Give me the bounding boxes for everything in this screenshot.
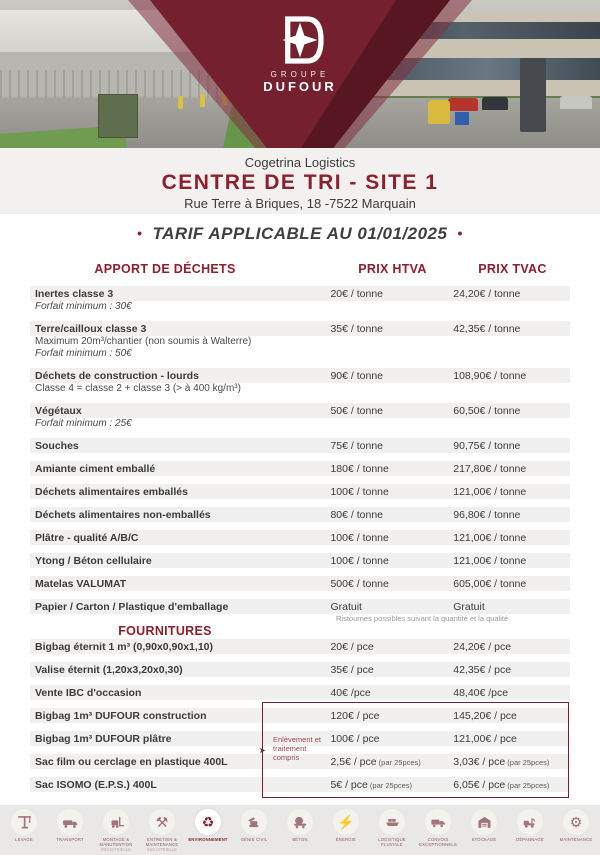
price-cell: 605,00€ / tonne: [453, 577, 527, 590]
included-services-label: Enlèvement et traitement compris: [273, 734, 321, 762]
row-note: Ristournes possibles suivant la quantité et la qualité: [336, 614, 509, 623]
waste-type-label: Amiante ciment emballé: [35, 462, 156, 475]
bullet-icon: •: [457, 225, 463, 241]
waste-type-label: Sac film ou cerclage en plastique 400L: [35, 755, 228, 768]
waste-type-label: Bigbag 1m³ DUFOUR plâtre: [35, 732, 172, 745]
price-cell: 90€ / tonne: [330, 369, 384, 382]
footer-item-d-pannage[interactable]: [508, 809, 552, 842]
price-cell: 121,00€ / tonne: [453, 485, 527, 498]
table-row: [30, 507, 570, 522]
row-detail: Forfait minimum : 50€: [35, 348, 132, 359]
tariff-text: TARIF APPLICABLE AU 01/01/2025: [152, 224, 448, 243]
price-cell: 50€ / tonne: [330, 404, 384, 417]
price-cell: 217,80€ / tonne: [453, 462, 527, 475]
dufour-compass-icon: [272, 12, 328, 68]
price-cell: 100€ / tonne: [330, 485, 389, 498]
waste-type-label: Souches: [35, 439, 79, 452]
row-detail: Maximum 20m³/chantier (non soumis à Walterre): [35, 336, 252, 347]
footer-item-sublabel: INDUSTRIELLE: [100, 847, 132, 852]
red-car: [448, 98, 478, 111]
table-row: [30, 286, 570, 313]
price-cell: 75€ / tonne: [330, 439, 384, 452]
price-cell: 60,50€ / tonne: [453, 404, 521, 417]
logo-groupe-text: GROUPE: [270, 70, 330, 79]
waste-type-label: Plâtre - qualité A/B/C: [35, 531, 139, 544]
waste-type-label: Papier / Carton / Plastique d'emballage: [35, 600, 229, 613]
footer-item-label: ENVIRONNEMENT: [188, 837, 228, 842]
convoy-icon: [430, 814, 447, 831]
dark-car: [482, 97, 508, 110]
column-header-apport: APPORT DE DÉCHETS: [94, 262, 236, 276]
footer-item-label: DÉPANNAGE: [516, 837, 544, 842]
table-row: [30, 576, 570, 591]
arrow-icon: ➤: [259, 746, 266, 756]
footer-item-label: LOGISTIQUE FLUVIALE: [378, 837, 406, 847]
table-row: [30, 553, 570, 568]
footer-item-levage[interactable]: [2, 809, 46, 842]
price-cell: 121,00€ / tonne: [453, 531, 527, 544]
price-cell: 5€ / pce (par 25pces): [330, 778, 413, 791]
truck-icon: [62, 814, 79, 831]
price-cell: 108,90€ / tonne: [453, 369, 527, 382]
waste-type-label: Végétaux: [35, 404, 82, 417]
footer-item-label: ÉNERGIE: [335, 837, 357, 842]
waste-type-label: Terre/cailloux classe 3: [35, 322, 147, 335]
blue-bin: [455, 112, 469, 125]
yellow-container: [428, 100, 450, 124]
price-cell: 100€ / tonne: [330, 531, 389, 544]
barge-icon: [384, 814, 401, 831]
company-name: Cogetrina Logistics: [244, 155, 356, 170]
crane-icon: [16, 814, 33, 831]
footer-item-convois-exceptionnels[interactable]: [416, 809, 460, 847]
footer-item-sublabel: INDUSTRIELLE: [146, 847, 178, 852]
waste-type-label: Inertes classe 3: [35, 287, 114, 300]
waste-type-label: Valise éternit (1,20x3,20x0,30): [35, 663, 183, 676]
footer-item-stockage[interactable]: [462, 809, 506, 842]
price-cell: 48,40€ /pce: [453, 686, 509, 699]
footer-item-label: ENTRETIEN & MAINTENANCE: [145, 837, 179, 847]
price-cell: 2,5€ / pce (par 25pces): [330, 755, 421, 768]
table-row: [30, 599, 570, 624]
waste-type-label: Ytong / Béton cellulaire: [35, 554, 152, 567]
signage-totem: [520, 58, 546, 132]
energy-icon: ⚡: [337, 814, 355, 830]
price-cell: 180€ / tonne: [330, 462, 389, 475]
footer-item-b-ton[interactable]: [278, 809, 322, 842]
footer-item-maintenance[interactable]: [554, 809, 598, 842]
footer-item-label: BÉTON: [292, 837, 308, 842]
excavator-icon: [246, 814, 263, 831]
logo-dufour-text: DUFOUR: [263, 79, 337, 94]
price-cell: 40€ /pce: [330, 686, 371, 699]
table-row: [30, 662, 570, 677]
table-row: [30, 685, 570, 700]
tow-truck-icon: [522, 814, 539, 831]
concrete-mixer-icon: [292, 814, 309, 831]
site-photo: [0, 0, 600, 148]
footer-item-transport[interactable]: [48, 809, 92, 842]
price-cell: 500€ / tonne: [330, 577, 389, 590]
price-cell: Gratuit: [330, 600, 362, 613]
footer-item-logistique-fluviale[interactable]: [370, 809, 414, 847]
table-row: [30, 438, 570, 453]
waste-type-label: Vente IBC d'occasion: [35, 686, 142, 699]
site-address: Rue Terre à Briques, 18 -7522 Marquain: [184, 196, 416, 211]
price-cell: 120€ / pce: [330, 709, 380, 722]
row-detail: Classe 4 = classe 2 + classe 3 (> à 400 kg/m³): [35, 383, 241, 394]
price-cell: Gratuit: [453, 600, 485, 613]
table-row: [30, 368, 570, 395]
price-cell: 100€ / tonne: [330, 554, 389, 567]
price-cell: 3,03€ / pce (par 25pces): [453, 755, 550, 768]
bullet-icon: •: [137, 225, 143, 241]
price-cell: 20€ / pce: [330, 640, 374, 653]
white-car: [560, 96, 592, 109]
footer-item-label: TRANSPORT: [56, 837, 84, 842]
footer-item-label: MONTAGE & MANUTENTION: [99, 837, 133, 847]
table-row: [30, 530, 570, 545]
price-table: [30, 262, 570, 792]
price-cell: 145,20€ / pce: [453, 709, 517, 722]
table-row: [30, 321, 570, 360]
waste-type-label: Bigbag 1m³ DUFOUR construction: [35, 709, 207, 722]
included-services-box: [259, 702, 569, 798]
column-header-tvac: PRIX TVAC: [478, 262, 547, 276]
recycle-icon: ♻: [201, 814, 215, 830]
footer-item-label: LEVAGE: [15, 837, 33, 842]
waste-type-label: Déchets alimentaires non-emballés: [35, 508, 211, 521]
footer-item-label: STOCKAGE: [471, 837, 497, 842]
warehouse-icon: [476, 814, 493, 831]
footer-item-nergie[interactable]: [324, 809, 368, 842]
waste-type-label: Déchets de construction - lourds: [35, 369, 199, 382]
table-row: [30, 403, 570, 430]
apport-rows: [30, 286, 570, 624]
price-cell: 100€ / pce: [330, 732, 380, 745]
row-detail: Forfait minimum : 25€: [35, 418, 132, 429]
waste-type-label: Déchets alimentaires emballés: [35, 485, 188, 498]
footer-item-label: CONVOIS EXCEPTIONNELS: [419, 837, 457, 847]
row-detail: Forfait minimum : 30€: [35, 301, 132, 312]
price-cell: 24,20€ / pce: [453, 640, 512, 653]
footer-item-g-nie-civil[interactable]: [232, 809, 276, 842]
waste-type-label: Sac ISOMO (E.P.S.) 400L: [35, 778, 157, 791]
price-cell: 42,35€ / tonne: [453, 322, 521, 335]
utility-cabinet: [98, 94, 138, 138]
price-cell: 121,00€ / pce: [453, 732, 517, 745]
footer-item-label: MAINTENANCE: [559, 837, 593, 842]
table-row: [30, 484, 570, 499]
table-row: [30, 639, 570, 654]
section-title-fournitures: FOURNITURES: [118, 624, 212, 638]
page-title: CENTRE DE TRI - SITE 1: [161, 171, 439, 194]
price-cell: 35€ / tonne: [330, 322, 384, 335]
footer-item-environnement[interactable]: [186, 809, 230, 842]
tools-icon: ⚒: [155, 814, 169, 830]
price-cell: 20€ / tonne: [330, 287, 384, 300]
footer-item-label: GÉNIE CIVIL: [240, 837, 268, 842]
forklift-icon: [108, 814, 125, 831]
groupe-dufour-logo: [240, 12, 360, 94]
price-cell: 24,20€ / tonne: [453, 287, 521, 300]
price-cell: 6,05€ / pce (par 25pces): [453, 778, 550, 791]
price-cell: 121,00€ / tonne: [453, 554, 527, 567]
price-cell: 42,35€ / pce: [453, 663, 512, 676]
price-cell: 90,75€ / tonne: [453, 439, 521, 452]
activities-footer: [0, 805, 600, 855]
price-cell: 80€ / tonne: [330, 508, 384, 521]
gear-icon: ⚙: [569, 814, 583, 830]
column-header-htva: PRIX HTVA: [358, 262, 427, 276]
waste-type-label: Bigbag éternit 1 m³ (0,90x0,90x1,10): [35, 640, 213, 653]
title-block: [0, 148, 600, 214]
waste-type-label: Matelas VALUMAT: [35, 577, 127, 590]
price-cell: 35€ / pce: [330, 663, 374, 676]
footer-item-montage-manutention[interactable]: [94, 809, 138, 852]
table-row: [30, 461, 570, 476]
footer-item-entretien-maintenance[interactable]: [140, 809, 184, 852]
price-cell: 96,80€ / tonne: [453, 508, 521, 521]
table-header-row: [30, 262, 570, 278]
tariff-effective-line: [0, 224, 600, 244]
